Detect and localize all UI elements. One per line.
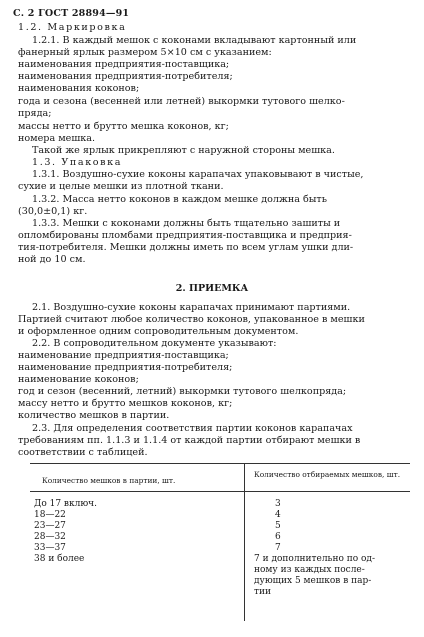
list-item: массу нетто и брутто мешков коконов, кг; (18, 398, 233, 409)
table-cell-note: дующих 5 мешков в пар- (254, 576, 372, 586)
table-cell-batch: До 17 включ. (34, 499, 97, 509)
list-item: наименование предприятия-поставщика; (18, 350, 229, 361)
list-item: года и сезона (весенней или летней) выкормки тутового шелко- (18, 96, 345, 107)
table-cell-sample: 4 (275, 510, 281, 520)
table-cell-sample: 3 (275, 499, 281, 509)
table-cell-sample: 7 (275, 543, 281, 553)
section-title-acceptance: 2. ПРИЕМКА (175, 283, 249, 294)
paragraph-line: и оформленное одним сопроводительным документом. (18, 326, 299, 337)
paragraph-line: сухие и целые мешки из плотной ткани. (18, 181, 224, 192)
paragraph-line: 2.3. Для определения соответствия партии коконов карапачах (32, 423, 353, 434)
list-item: наименование предприятия-потребителя; (18, 362, 233, 373)
table-header-sample-count: Количество отбираемых мешков, шт. (254, 470, 401, 479)
table-cell-batch: 33—37 (34, 543, 66, 553)
paragraph-line: тия-потребителя. Мешки должны иметь по всем углам ушки дли- (18, 242, 354, 253)
paragraph-line: Партией считают любое количество коконов, упакованное в мешки (18, 314, 365, 325)
table-column-divider (244, 463, 245, 621)
list-item: пряда; (18, 108, 52, 119)
paragraph-line: 1.2.1. В каждый мешок с коконами вкладывают картонный или (32, 35, 357, 46)
list-item: наименования коконов; (18, 83, 140, 94)
table-cell-note: тии (254, 587, 271, 597)
paragraph-line: 1.3.2. Масса нетто коконов в каждом мешке должна быть (32, 194, 327, 205)
page-header: С. 2 ГОСТ 28894—91 (13, 8, 130, 19)
paragraph-line: требованиям пп. 1.1.3 и 1.1.4 от каждой партии отбирают мешки в (18, 435, 361, 446)
paragraph-line: 1.3.3. Мешки с коконами должны быть тщательно зашиты и (32, 218, 341, 229)
list-item: номера мешка. (18, 133, 96, 144)
table-cell-note: ному из каждых после- (254, 565, 365, 575)
table-header-rule (30, 491, 410, 492)
paragraph-line: 1.3.1. Воздушно-сухие коконы карапачах упаковывают в чистые, (32, 169, 364, 180)
list-item: наименования предприятия-поставщика; (18, 59, 230, 70)
list-item: количество мешков в партии. (18, 410, 170, 421)
table-cell-sample: 6 (275, 532, 281, 542)
paragraph-line: 2.1. Воздушно-сухие коконы карапачах принимают партиями. (32, 302, 351, 313)
subsection-title-packing: 1.3. Упаковка (32, 157, 123, 168)
paragraph-line: (30,0±0,1) кг. (18, 206, 88, 217)
list-item: год и сезон (весенний, летний) выкормки тутового шелкопряда; (18, 386, 347, 397)
table-cell-batch: 18—22 (34, 510, 66, 520)
list-item: наименования предприятия-потребителя; (18, 71, 233, 82)
paragraph-line: 2.2. В сопроводительном документе указывают: (32, 338, 277, 349)
table-cell-sample: 5 (275, 521, 281, 531)
paragraph-line: ной до 10 см. (18, 254, 86, 265)
table-cell-sample: 7 и дополнительно по од- (254, 554, 376, 564)
paragraph-line: опломбированы пломбами предприятия-поставщика и предприя- (18, 230, 352, 241)
table-cell-batch: 38 и более (34, 554, 85, 564)
list-item: наименование коконов; (18, 374, 139, 385)
table-header-batch-count: Количество мешков в партии, шт. (42, 476, 176, 485)
table-cell-batch: 23—27 (34, 521, 66, 531)
table-cell-batch: 28—32 (34, 532, 66, 542)
table-top-rule (30, 463, 410, 464)
subsection-title-marking: 1.2. Маркировка (18, 22, 127, 33)
paragraph-line: фанерный ярлык размером 5×10 см с указанием: (18, 47, 272, 58)
paragraph-line: Такой же ярлык прикрепляют с наружной стороны мешка. (32, 145, 335, 156)
list-item: массы нетто и брутто мешка коконов, кг; (18, 121, 229, 132)
paragraph-line: соответствии с таблицей. (18, 447, 148, 458)
